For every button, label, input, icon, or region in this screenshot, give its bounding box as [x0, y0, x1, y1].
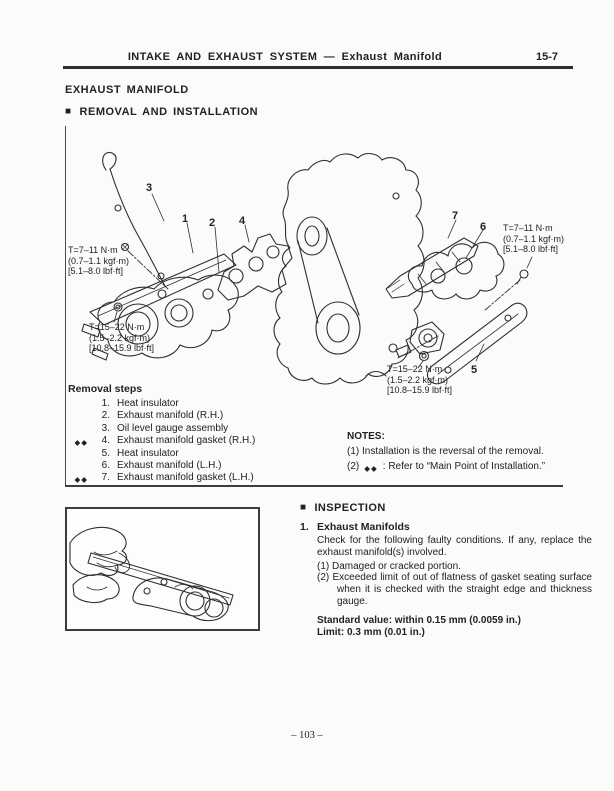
torque-bolt-leaders-right	[484, 257, 532, 311]
manifold-gasket-rh	[218, 225, 292, 300]
straightedge-check-illustration	[67, 509, 258, 629]
removal-step	[68, 398, 348, 410]
diamond-marker	[68, 424, 90, 436]
item-body: Check for the following faulty conditions. If any, replace the exhaust manifold(s) involved.	[317, 535, 592, 558]
part-number-7: 7	[452, 210, 459, 222]
page-number-ref: 15-7	[536, 51, 559, 63]
torque-label-left-lower	[89, 322, 154, 354]
torque-line: [10.8–15.9 lbf·ft]	[89, 343, 155, 353]
square-bullet-icon: ■	[65, 106, 72, 117]
removal-step	[68, 410, 348, 422]
torque-line: (1.5–2.2 kgf·m)	[387, 374, 449, 385]
torque-line: T=7–11 N·m	[68, 245, 118, 255]
torque-line: (1.5–2.2 kgf·m)	[89, 332, 151, 343]
part-number-1: 1	[182, 213, 189, 225]
page-header-title: INTAKE AND EXHAUST SYSTEM — Exhaust Manifold	[127, 51, 443, 63]
part-number-2: 2	[209, 217, 216, 229]
torque-line: [5.1–8.0 lbf·ft]	[68, 266, 124, 276]
step-label: Exhaust manifold gasket (R.H.)	[117, 435, 256, 447]
removal-installation-heading	[65, 106, 258, 118]
standard-value: Standard value: within 0.15 mm (0.0059 in.)	[317, 614, 521, 626]
note-item-1: (1) Installation is the reversal of the removal.	[347, 445, 544, 457]
diamond-marker	[68, 449, 90, 461]
step-label: Exhaust manifold gasket (L.H.)	[117, 472, 254, 484]
torque-label-left-upper	[68, 245, 129, 277]
section-title: EXHAUST MANIFOLD	[65, 84, 189, 96]
removal-step	[68, 460, 348, 472]
step-number: 4.	[101, 435, 110, 447]
removal-step	[68, 448, 348, 460]
step-label: Heat insulator	[117, 398, 179, 409]
removal-installation-figure	[65, 126, 563, 487]
limit-value: Limit: 0.3 mm (0.01 in.)	[317, 627, 425, 639]
inspection-figure	[65, 507, 260, 631]
removal-step	[68, 423, 348, 435]
diamond-marker	[68, 412, 90, 424]
exhaust-manifold-lh	[389, 230, 504, 368]
torque-label-right-upper	[503, 223, 564, 255]
step-label: Oil level gauge assembly	[117, 422, 229, 434]
notes-block	[347, 430, 587, 474]
inspection-heading-label: INSPECTION	[314, 502, 386, 514]
removal-step	[68, 435, 348, 447]
manifold-flange	[133, 578, 228, 621]
removal-steps-title: Removal steps	[68, 383, 143, 395]
diamond-marker	[68, 400, 90, 412]
step-number: 3.	[101, 422, 110, 434]
step-number: 1.	[101, 398, 110, 409]
diamond-marker	[68, 462, 90, 474]
removal-steps-list	[68, 383, 348, 485]
step-number: 5.	[101, 447, 110, 459]
part-number-5: 5	[471, 364, 478, 376]
diamond-marker: ◆◆	[74, 437, 88, 447]
page-footer-number: – 103 –	[291, 730, 323, 741]
torque-line: (0.7–1.1 kgf·m)	[503, 233, 565, 244]
item-title: Exhaust Manifolds	[317, 521, 410, 533]
step-label: Heat insulator	[117, 447, 179, 459]
manifold-gasket-lh	[386, 220, 478, 298]
note-number: (2)	[347, 460, 360, 472]
diamond-marker: ◆◆	[364, 463, 378, 473]
torque-label-right-lower	[387, 364, 452, 396]
torque-line: [5.1–8.0 lbf·ft]	[503, 244, 559, 254]
torque-line: T=15–22 N·m	[89, 322, 145, 332]
part-number-6: 6	[480, 221, 487, 233]
item-number: 1.	[300, 521, 309, 533]
torque-line: T=15–22 N·m	[387, 364, 443, 374]
removal-installation-label: REMOVAL AND INSTALLATION	[79, 106, 259, 118]
part-number-3: 3	[146, 182, 153, 194]
note-text: : Refer to “Main Point of Installation.”	[382, 460, 546, 472]
inspection-section	[300, 502, 592, 640]
square-bullet-icon: ■	[300, 502, 307, 513]
notes-title: NOTES:	[347, 431, 385, 442]
torque-line: T=7–11 N·m	[503, 223, 553, 233]
torque-line: (0.7–1.1 kgf·m)	[68, 255, 130, 266]
note-item-2	[347, 460, 587, 475]
diamond-marker: ◆◆	[74, 474, 88, 484]
inspection-item	[300, 521, 592, 640]
header-rule	[63, 66, 573, 69]
removal-step	[68, 472, 348, 484]
straight-edge	[88, 553, 233, 605]
step-number: 2.	[101, 410, 110, 422]
step-label: Exhaust manifold (L.H.)	[117, 460, 222, 472]
part-number-4: 4	[239, 215, 246, 227]
torque-line: [10.8–15.9 lbf·ft]	[387, 385, 453, 395]
step-label: Exhaust manifold (R.H.)	[117, 410, 224, 422]
inspection-heading	[300, 502, 592, 514]
item-subpoint-2: (2) Exceeded limit of out of flatness of gasket seating surface when it is checked with the straight edge and thickness gauge.	[317, 572, 592, 607]
belt-pulleys	[297, 217, 360, 354]
step-number: 7.	[101, 472, 110, 484]
engine-block-outline	[274, 154, 424, 384]
item-subpoint-1: (1) Damaged or cracked portion.	[317, 560, 461, 572]
step-number: 6.	[101, 460, 110, 472]
